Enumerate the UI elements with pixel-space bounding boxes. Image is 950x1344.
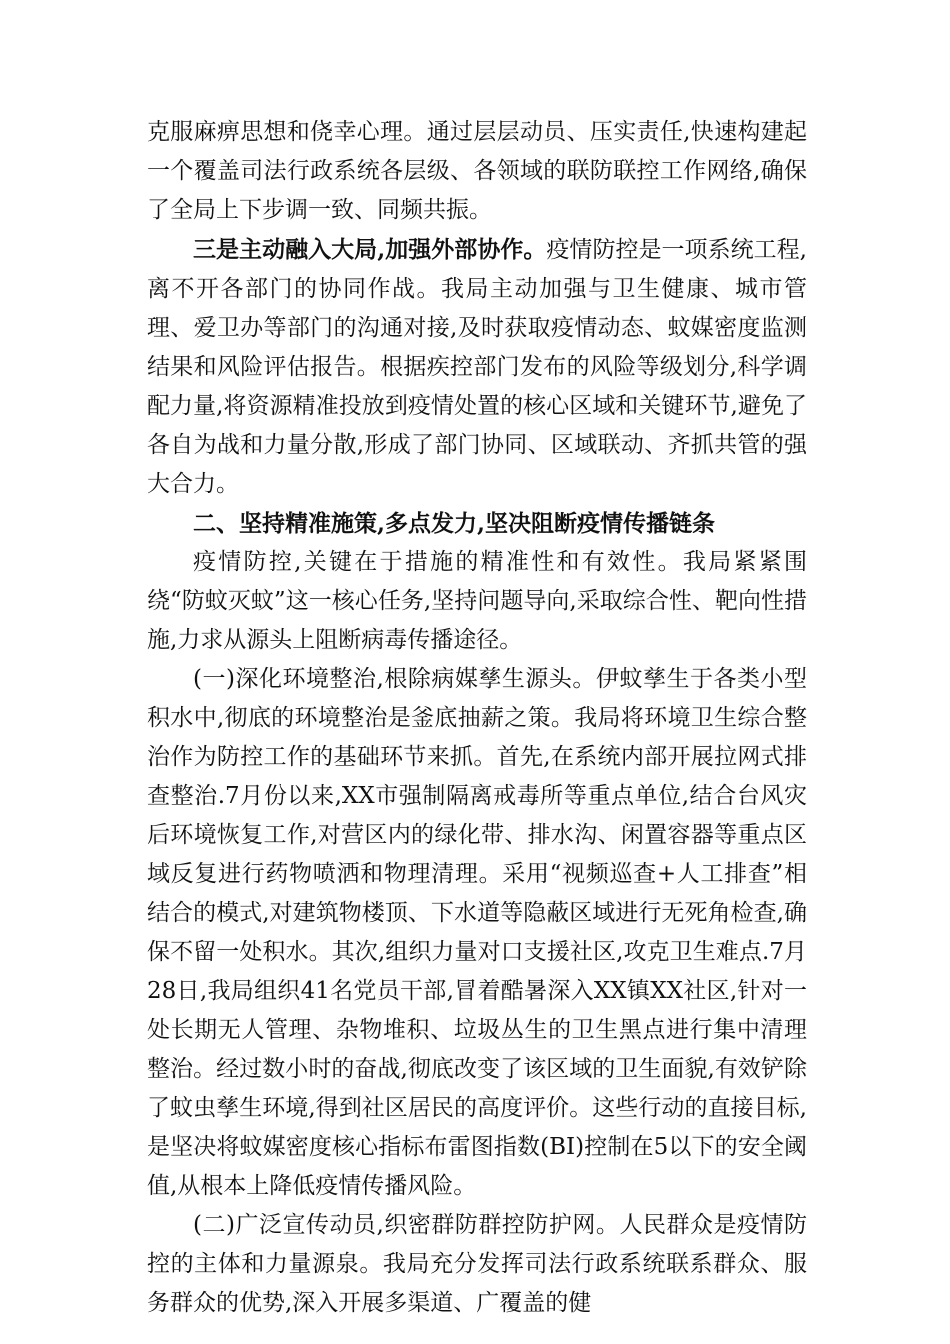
paragraph-lead-heading: (二)广泛宣传动员,织密群防群控防护网。: [193, 1212, 620, 1238]
paragraph-environment-rectification: [147, 660, 807, 1206]
section-heading-text: 二、坚持精准施策,多点发力,坚决阻断疫情传播链条: [193, 510, 716, 537]
paragraph-text: 人民群众是疫情防控的主体和力量源泉。我局充分发挥司法行政系统联系群众、服务群众的优势,深入开展多渠道、广覆盖的健: [147, 1212, 807, 1316]
document-page: [147, 113, 807, 1323]
paragraph-text: 克服麻痹思想和侥幸心理。通过层层动员、压实责任,快速构建起一个覆盖司法行政系统各层级、各领域的联防联控工作网络,确保了全局上下步调一致、同频共振。: [147, 119, 807, 223]
paragraph-text: 疫情防控是一项系统工程,离不开各部门的协同作战。我局主动加强与卫生健康、城市管理、爱卫办等部门的沟通对接,及时获取疫情动态、蚊媒密度监测结果和风险评估报告。根据疾控部门发布的风险等级划分,科学调配力量,将资源精准投放到疫情处置的核心区域和关键环节,避免了各自为战和力量分散,形成了部门协同、区域联动、齐抓共管的强大合力。: [147, 237, 807, 497]
paragraph-publicity-mobilization: [147, 1206, 807, 1323]
paragraph-external-cooperation: [147, 230, 807, 504]
paragraph-section-intro: [147, 543, 807, 660]
paragraph-lead-heading: 三是主动融入大局,加强外部协作。: [193, 236, 547, 263]
paragraph-text: 疫情防控,关键在于措施的精准性和有效性。我局紧紧围绕“防蚊灭蚊”这一核心任务,坚持问题导向,采取综合性、靶向性措施,力求从源头上阻断病毒传播途径。: [147, 549, 807, 653]
paragraph-text: 伊蚊孳生于各类小型积水中,彻底的环境整治是釜底抽薪之策。我局将环境卫生综合整治作为防控工作的基础环节来抓。首先,在系统内部开展拉网式排查整治.7月份以来,XX市强制隔离戒毒所等重点单位,结合台风灾后环境恢复工作,对营区内的绿化带、排水沟、闲置容器等重点区域反复进行药物喷洒和物理清理。采用“视频巡查+人工排查”相结合的模式,对建筑物楼顶、下水道等隐蔽区域进行无死角检查,确保不留一处积水。其次,组织力量对口支援社区,攻克卫生难点.7月28日,我局组织41名党员干部,冒着酷暑深入XX镇XX社区,针对一处长期无人管理、杂物堆积、垃圾丛生的卫生黑点进行集中清理整治。经过数小时的奋战,彻底改变了该区域的卫生面貌,有效铲除了蚊虫孳生环境,得到社区居民的高度评价。这些行动的直接目标,是坚决将蚊媒密度核心指标布雷图指数(BI)控制在5以下的安全阈值,从根本上降低疫情传播风险。: [147, 666, 808, 1199]
section-heading: [147, 504, 807, 543]
paragraph-lead-heading: (一)深化环境整治,根除病媒孳生源头。: [193, 666, 596, 692]
paragraph-continuation: [147, 113, 807, 230]
